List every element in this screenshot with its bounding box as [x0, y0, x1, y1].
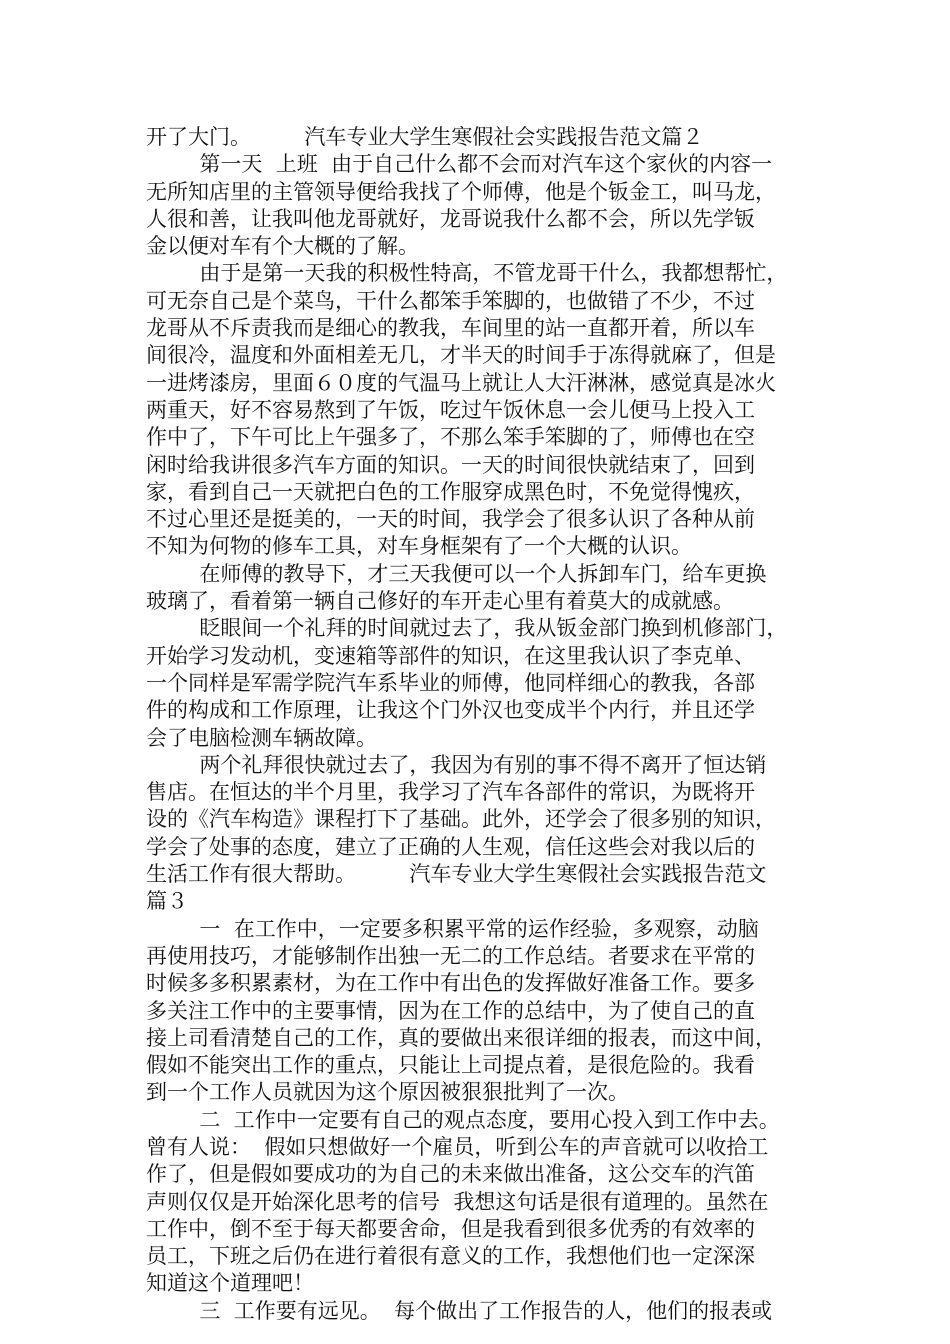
text-line: 假如不能突出工作的重点，只能让上司提点着，是很危险的。我看 — [146, 1053, 755, 1078]
text-line: 会了电脑检测车辆故障。 — [146, 725, 377, 750]
text-line: 工作中，倒不至于每天都要舍命，但是我看到很多优秀的有效率的 — [146, 1216, 755, 1241]
text-line: 不知为何物的修车工具，对车身框架有了一个大概的认识。 — [146, 534, 692, 559]
text-line: 篇３ — [146, 889, 188, 914]
text-line: 不过心里还是挺美的，一天的时间，我学会了很多认识了各种从前 — [146, 507, 755, 532]
text-line: 知道这个道理吧！ — [146, 1271, 314, 1296]
text-line: 闲时给我讲很多汽车方面的知识。一天的时间很快就结束了，回到 — [146, 452, 755, 477]
text-line: 三 工作要有远见。 每个做出了工作报告的人，他们的报表或 — [146, 1298, 773, 1323]
text-line: 件的构成和工作原理，让我这个门外汉也变成半个内行，并且还学 — [146, 698, 755, 723]
text-line: 售店。在恒达的半个月里，我学习了汽车各部件的常识，为既将开 — [146, 780, 755, 805]
text-line: 接上司看清楚自己的工作，真的要做出来很详细的报表，而这中间， — [146, 1025, 776, 1050]
text-line: 人很和善，让我叫他龙哥就好，龙哥说我什么都不会，所以先学钣 — [146, 206, 755, 231]
text-line: 一个同样是军需学院汽车系毕业的师傅，他同样细心的教我，各部 — [146, 670, 755, 695]
text-line: 作了，但是假如要成功的为自己的未来做出准备，这公交车的汽笛 — [146, 1162, 755, 1187]
text-line: 一进烤漆房，里面６０度的气温马上就让人大汗淋淋，感觉真是冰火 — [146, 370, 776, 395]
text-line: 龙哥从不斥责我而是细心的教我，车间里的站一直都开着，所以车 — [146, 316, 755, 341]
text-line: 家，看到自己一天就把白色的工作服穿成黑色时，不免觉得愧疚， — [146, 479, 755, 504]
text-line: 无所知店里的主管领导便给我找了个师傅，他是个钣金工，叫马龙， — [146, 179, 776, 204]
text-line: 第一天 上班 由于自己什么都不会而对汽车这个家伙的内容一 — [146, 152, 773, 177]
text-line: 作中了，下午可比上午强多了，不那么笨手笨脚的了，师傅也在空 — [146, 425, 755, 450]
text-line: 眨眼间一个礼拜的时间就过去了，我从钣金部门换到机修部门， — [146, 616, 788, 641]
text-line: 学会了处事的态度，建立了正确的人生观，信任这些会对我以后的 — [146, 834, 755, 859]
text-line: 时候多多积累素材，为在工作中有出色的发挥做好准备工作。要多 — [146, 971, 755, 996]
text-line: 在师傅的教导下，才三天我便可以一个人拆卸车门，给车更换 — [146, 561, 767, 586]
text-line: 两重天，好不容易熬到了午饭，吃过午饭休息一会儿便马上投入工 — [146, 397, 755, 422]
document-body — [146, 124, 816, 1325]
text-line: 由于是第一天我的积极性特高，不管龙哥干什么，我都想帮忙， — [146, 261, 788, 286]
text-line: 玻璃了，看着第一辆自己修好的车开走心里有着莫大的成就感。 — [146, 589, 734, 614]
text-line: 到一个工作人员就因为这个原因被狠狠批判了一次。 — [146, 1080, 629, 1105]
text-line: 生活工作有很大帮助。 汽车专业大学生寒假社会实践报告范文 — [146, 862, 767, 887]
text-line: 曾有人说： 假如只想做好一个雇员，听到公车的声音就可以收拾工 — [146, 1134, 769, 1159]
text-line: 设的《汽车构造》课程打下了基础。此外，还学会了很多别的知识， — [146, 807, 776, 832]
text-line: 开始学习发动机，变速箱等部件的知识，在这里我认识了李克单、 — [146, 643, 755, 668]
text-line: 两个礼拜很快就过去了，我因为有别的事不得不离开了恒达销 — [146, 752, 767, 777]
text-line: 间很冷，温度和外面相差无几，才半天的时间手于冻得就麻了，但是 — [146, 343, 776, 368]
text-line: 开了大门。 汽车专业大学生寒假社会实践报告范文篇２ — [146, 125, 704, 149]
text-line: 可无奈自己是个菜鸟，干什么都笨手笨脚的，也做错了不少，不过 — [146, 288, 755, 313]
text-line: 再使用技巧，才能够制作出独一无二的工作总结。者要求在平常的 — [146, 943, 755, 968]
text-line: 员工，下班之后仍在进行着很有意义的工作，我想他们也一定深深 — [146, 1244, 755, 1269]
text-line: 多关注工作中的主要事情，因为在工作的总结中，为了使自己的直 — [146, 998, 755, 1023]
text-line: 一 在工作中，一定要多积累平常的运作经验，多观察，动脑 — [146, 916, 759, 941]
text-line: 二 工作中一定要有自己的观点态度，要用心投入到工作中去。 — [146, 1107, 780, 1132]
text-line: 金以便对车有个大概的了解。 — [146, 234, 419, 259]
text-line: 声则仅仅是开始深化思考的信号 我想这句话是很有道理的。虽然在 — [146, 1189, 769, 1214]
